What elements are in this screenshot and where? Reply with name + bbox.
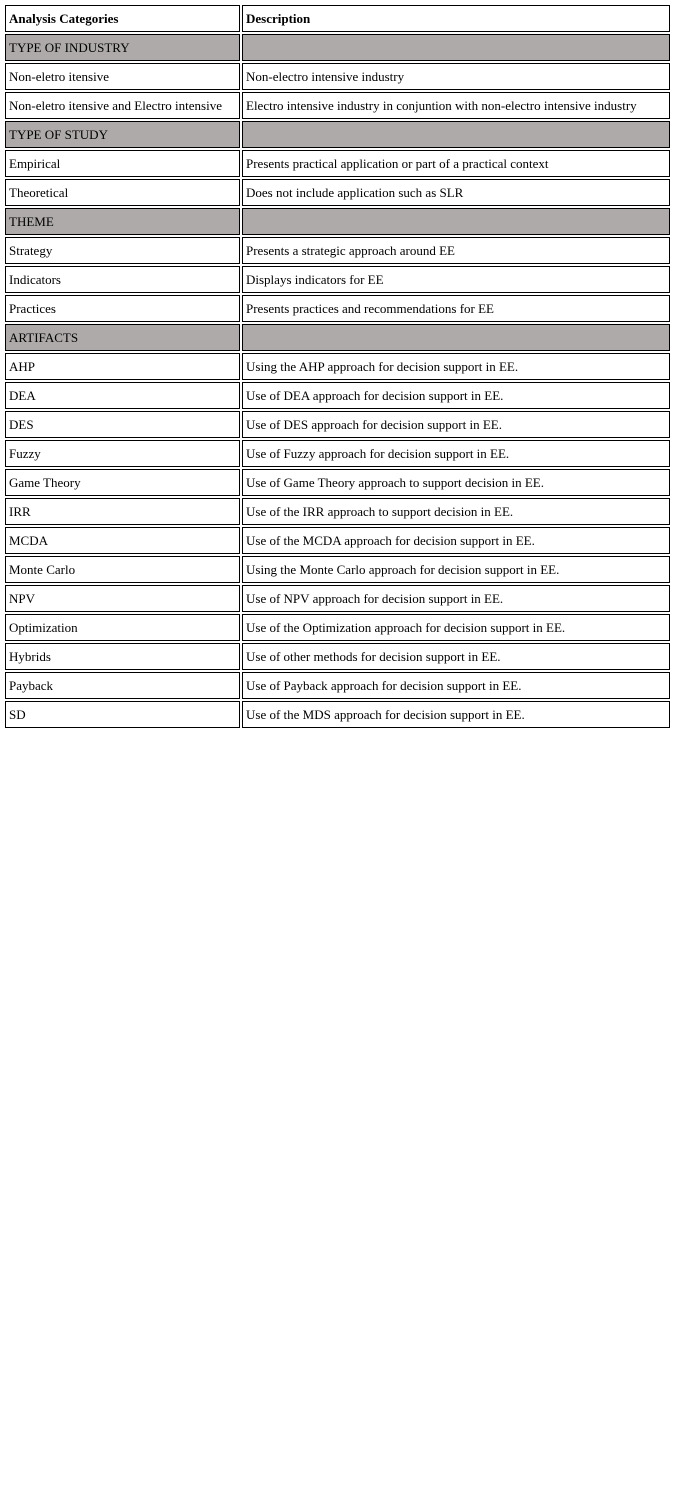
table-row bbox=[5, 266, 670, 293]
table-row bbox=[5, 643, 670, 670]
description-cell: Use of DEA approach for decision support in EE. bbox=[242, 382, 670, 409]
header-category-cell: Analysis Categories bbox=[5, 5, 240, 32]
category-cell: DES bbox=[5, 411, 240, 438]
section-empty-cell bbox=[242, 324, 670, 351]
table-row bbox=[5, 498, 670, 525]
category-cell: Strategy bbox=[5, 237, 240, 264]
section-row bbox=[5, 121, 670, 148]
table-row bbox=[5, 353, 670, 380]
table-row bbox=[5, 556, 670, 583]
category-cell: Payback bbox=[5, 672, 240, 699]
section-title-cell: ARTIFACTS bbox=[5, 324, 240, 351]
description-cell: Use of other methods for decision support in EE. bbox=[242, 643, 670, 670]
description-cell: Non-electro intensive industry bbox=[242, 63, 670, 90]
description-cell: Use of the IRR approach to support decision in EE. bbox=[242, 498, 670, 525]
category-cell: DEA bbox=[5, 382, 240, 409]
description-cell: Displays indicators for EE bbox=[242, 266, 670, 293]
category-cell: Fuzzy bbox=[5, 440, 240, 467]
section-empty-cell bbox=[242, 34, 670, 61]
table-header-row bbox=[5, 5, 670, 32]
category-cell: NPV bbox=[5, 585, 240, 612]
section-title-cell: THEME bbox=[5, 208, 240, 235]
section-empty-cell bbox=[242, 121, 670, 148]
category-cell: Optimization bbox=[5, 614, 240, 641]
category-cell: Monte Carlo bbox=[5, 556, 240, 583]
category-cell: SD bbox=[5, 701, 240, 728]
section-row bbox=[5, 324, 670, 351]
table-row bbox=[5, 150, 670, 177]
header-description-cell: Description bbox=[242, 5, 670, 32]
description-cell: Presents practical application or part of a practical context bbox=[242, 150, 670, 177]
category-cell: Empirical bbox=[5, 150, 240, 177]
description-cell: Use of Game Theory approach to support decision in EE. bbox=[242, 469, 670, 496]
description-cell: Use of NPV approach for decision support in EE. bbox=[242, 585, 670, 612]
section-row bbox=[5, 208, 670, 235]
section-row bbox=[5, 34, 670, 61]
table-row bbox=[5, 63, 670, 90]
description-cell: Use of Fuzzy approach for decision support in EE. bbox=[242, 440, 670, 467]
description-cell: Using the Monte Carlo approach for decision support in EE. bbox=[242, 556, 670, 583]
category-cell: IRR bbox=[5, 498, 240, 525]
description-cell: Electro intensive industry in conjuntion with non-electro intensive industry bbox=[242, 92, 670, 119]
table-row bbox=[5, 411, 670, 438]
table-row bbox=[5, 614, 670, 641]
description-cell: Does not include application such as SLR bbox=[242, 179, 670, 206]
analysis-categories-table bbox=[3, 3, 672, 730]
table-row bbox=[5, 382, 670, 409]
description-cell: Use of the Optimization approach for decision support in EE. bbox=[242, 614, 670, 641]
section-title-cell: TYPE OF INDUSTRY bbox=[5, 34, 240, 61]
table-row bbox=[5, 295, 670, 322]
category-cell: MCDA bbox=[5, 527, 240, 554]
category-cell: Hybrids bbox=[5, 643, 240, 670]
table-body bbox=[5, 5, 670, 728]
table-row bbox=[5, 585, 670, 612]
section-empty-cell bbox=[242, 208, 670, 235]
table-row bbox=[5, 701, 670, 728]
description-cell: Use of Payback approach for decision support in EE. bbox=[242, 672, 670, 699]
table-row bbox=[5, 179, 670, 206]
table-row bbox=[5, 672, 670, 699]
table-row bbox=[5, 469, 670, 496]
description-cell: Use of DES approach for decision support in EE. bbox=[242, 411, 670, 438]
table-row bbox=[5, 527, 670, 554]
category-cell: Non-eletro itensive bbox=[5, 63, 240, 90]
description-cell: Use of the MCDA approach for decision support in EE. bbox=[242, 527, 670, 554]
category-cell: AHP bbox=[5, 353, 240, 380]
description-cell: Use of the MDS approach for decision support in EE. bbox=[242, 701, 670, 728]
category-cell: Game Theory bbox=[5, 469, 240, 496]
category-cell: Indicators bbox=[5, 266, 240, 293]
description-cell: Presents practices and recommendations for EE bbox=[242, 295, 670, 322]
table-row bbox=[5, 92, 670, 119]
category-cell: Theoretical bbox=[5, 179, 240, 206]
description-cell: Using the AHP approach for decision support in EE. bbox=[242, 353, 670, 380]
category-cell: Practices bbox=[5, 295, 240, 322]
section-title-cell: TYPE OF STUDY bbox=[5, 121, 240, 148]
table-row bbox=[5, 440, 670, 467]
category-cell: Non-eletro itensive and Electro intensive bbox=[5, 92, 240, 119]
description-cell: Presents a strategic approach around EE bbox=[242, 237, 670, 264]
table-row bbox=[5, 237, 670, 264]
